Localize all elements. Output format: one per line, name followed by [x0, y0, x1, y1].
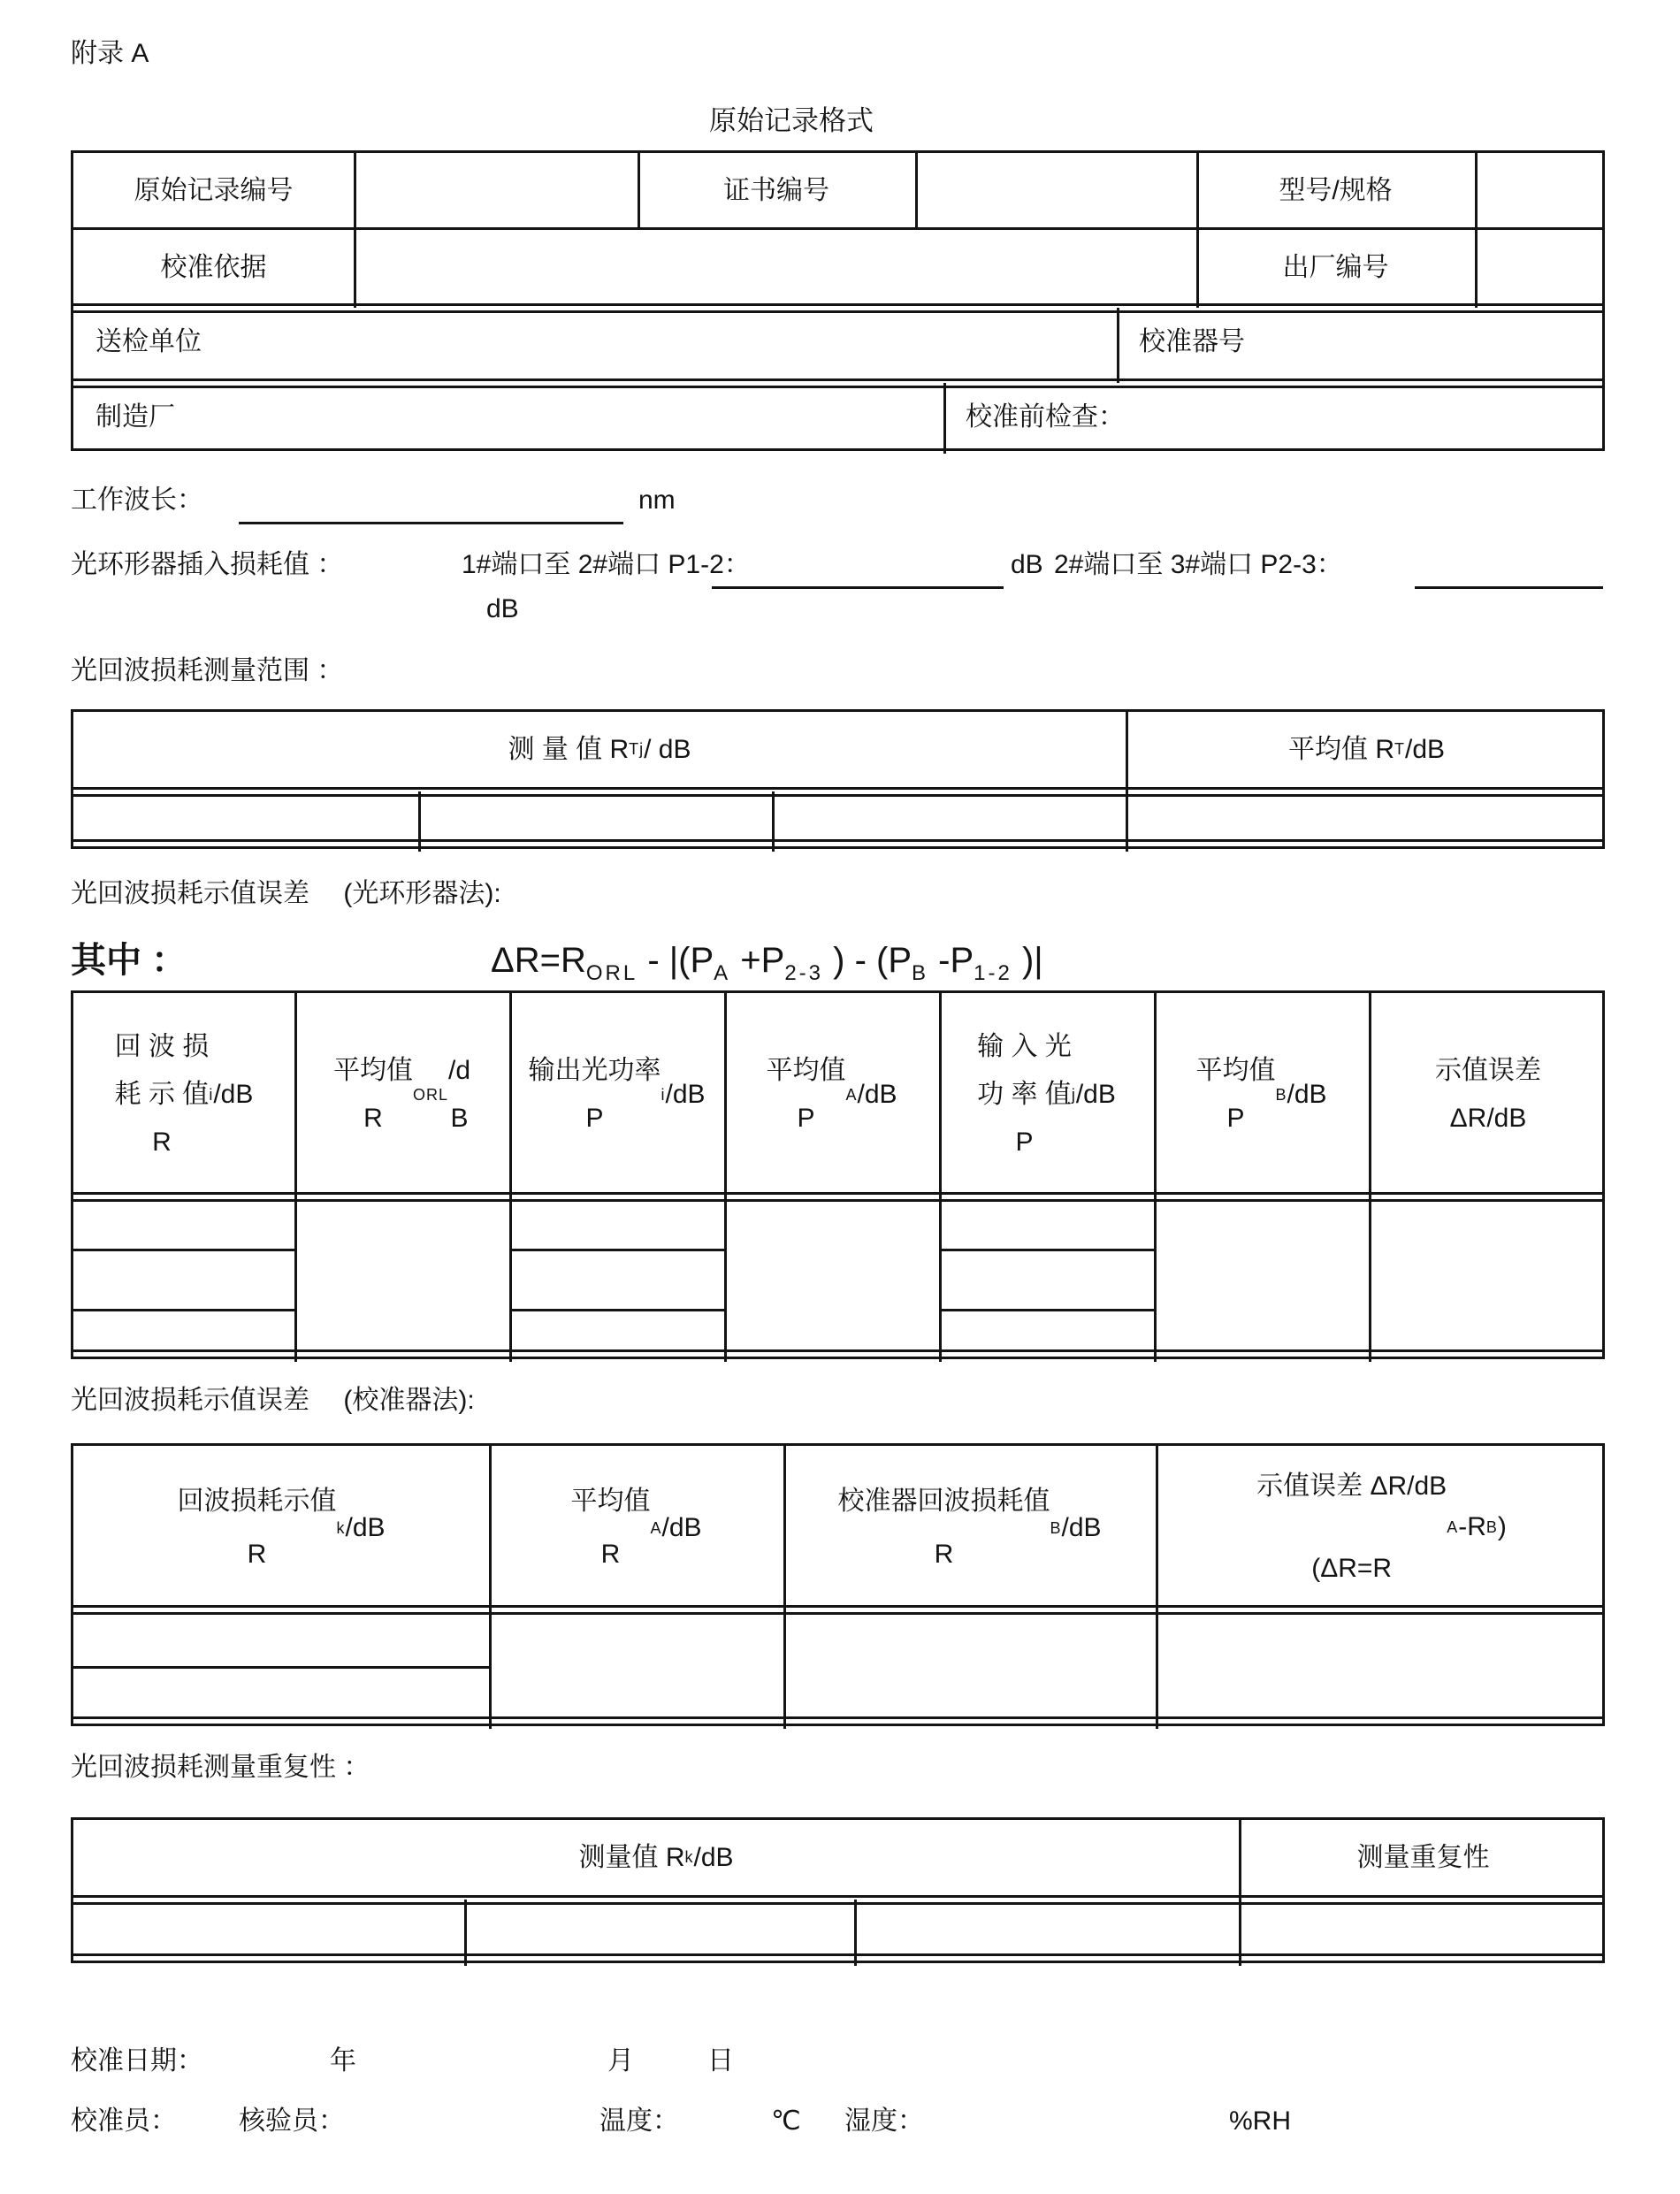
- range-avg-value-cell: [1126, 791, 1607, 852]
- record-no-value-cell: [354, 153, 638, 228]
- pj-value-cell: [939, 1309, 1154, 1362]
- among-label: 其中 ：: [71, 941, 187, 980]
- rorl-value-cell: [294, 1196, 509, 1362]
- date-day-label: 日: [707, 2046, 734, 2076]
- p12-unit: dB: [1011, 550, 1043, 579]
- pi-value-cell: [509, 1309, 724, 1362]
- date-label: 校准日期：: [71, 2046, 203, 2076]
- repeat-rep-value-cell: [1239, 1900, 1607, 1966]
- insertion-loss-label: 光环形器插入损耗值 ：: [71, 550, 344, 579]
- basis-value-cell: [354, 228, 1196, 308]
- factory-no-label: 出厂编号: [1282, 253, 1389, 282]
- range-value-cell: [772, 791, 1126, 852]
- ri-value-cell: [73, 1249, 294, 1309]
- dr-calib-header: 示值误差 ΔR/dB (ΔR=R A -R B ): [1256, 1471, 1507, 1583]
- pj-value-cell: [939, 1196, 1154, 1249]
- p23-label: 2#端口至 3#端口 P2-3：: [1054, 550, 1343, 579]
- temperature-unit: ℃: [771, 2106, 801, 2136]
- col-pb-header: 平均值 P B /dB: [1195, 1056, 1327, 1133]
- dr-value-cell: [1369, 1196, 1607, 1362]
- col-rorl-header: 平均值 R ORL /d B: [332, 1056, 471, 1133]
- range-value-cell: [73, 791, 418, 852]
- range-measure-header: 测 量 值 R Tj / dB: [508, 734, 691, 764]
- ri-value-cell: [73, 1309, 294, 1362]
- range-table: [71, 709, 1605, 849]
- repeatability-label: 光回波损耗测量重复性 ：: [71, 1753, 370, 1782]
- col-pj-header: 输 入 光 功 率 值 P j /dB: [977, 1032, 1116, 1157]
- humidity-unit: %RH: [1229, 2106, 1292, 2136]
- col-ri-header: 回 波 损 耗 示 值 R i /dB: [114, 1032, 254, 1157]
- circulator-method-table: [71, 990, 1605, 1359]
- model-value-cell: [1475, 153, 1607, 228]
- col-pa-header: 平均值 P A /dB: [766, 1056, 897, 1133]
- precheck-label: 校准前检查：: [966, 402, 1125, 432]
- cert-no-label: 证书编号: [723, 175, 829, 205]
- pi-value-cell: [509, 1249, 724, 1309]
- checker-signature-label: 核验员：: [239, 2106, 345, 2136]
- range-section-label: 光回波损耗测量范围 ：: [71, 656, 344, 685]
- repeat-value-cell: [73, 1900, 464, 1966]
- col-dr-header: 示值误差 ΔR/dB: [1435, 1056, 1541, 1133]
- p23-wrap-unit: dB: [486, 594, 519, 623]
- date-year-label: 年: [330, 2046, 356, 2076]
- rk-value-cell: [73, 1666, 489, 1729]
- calibrator-no-label: 校准器号: [1139, 327, 1245, 356]
- header-info-table: [71, 150, 1605, 451]
- manufacturer-label: 制造厂: [95, 402, 175, 432]
- pi-value-cell: [509, 1196, 724, 1249]
- humidity-label: 湿度：: [844, 2106, 924, 2136]
- repeatability-table: [71, 1817, 1605, 1963]
- repeat-value-cell: [464, 1900, 854, 1966]
- rb-header: 校准器回波损耗值 R B /dB: [837, 1486, 1102, 1569]
- cert-no-value-cell: [915, 153, 1196, 228]
- error-circulator-label: 光回波损耗示值误差 (光环形器法):: [71, 879, 501, 908]
- ra-value-cell: [489, 1609, 783, 1729]
- rb-value-cell: [783, 1609, 1156, 1729]
- calibrator-signature-label: 校准员：: [71, 2106, 177, 2136]
- p12-label: 1#端口至 2#端口 P1-2：: [462, 550, 751, 579]
- range-avg-header: 平均值 R T /dB: [1287, 734, 1446, 764]
- factory-no-value-cell: [1475, 228, 1607, 308]
- pa-value-cell: [724, 1196, 939, 1362]
- dr-calib-value-cell: [1156, 1609, 1607, 1729]
- calibrator-method-table: [71, 1443, 1605, 1726]
- temperature-label: 温度：: [599, 2106, 679, 2136]
- pj-value-cell: [939, 1249, 1154, 1309]
- date-month-label: 月: [607, 2046, 634, 2076]
- model-label: 型号/规格: [1279, 175, 1393, 205]
- p23-blank-line: [1415, 586, 1603, 589]
- appendix-label: 附录 A: [71, 39, 149, 68]
- error-calibrator-label: 光回波损耗示值误差 (校准器法):: [71, 1386, 475, 1415]
- wavelength-blank-line: [239, 522, 623, 524]
- wavelength-unit: nm: [638, 485, 676, 515]
- ra-header: 平均值 R A /dB: [570, 1486, 702, 1569]
- col-pi-header: 输出光功率 P i /dB: [528, 1056, 706, 1133]
- rk-value-cell: [73, 1609, 489, 1666]
- client-label: 送检单位: [95, 327, 202, 356]
- repeat-value-cell: [854, 1900, 1239, 1966]
- page-title: 原始记录格式: [709, 105, 874, 136]
- pb-value-cell: [1154, 1196, 1369, 1362]
- circulator-formula: $\Delta R=R_{ORL} - |(P_A +P_{2-3}$ ) - ($P_B$ $-P_{1-2}$ )|: [491, 941, 1043, 985]
- repeat-rep-header: 测量重复性: [1356, 1842, 1490, 1872]
- range-value-cell: [418, 791, 772, 852]
- p12-blank-line: [712, 586, 1004, 589]
- ri-value-cell: [73, 1196, 294, 1249]
- repeat-measure-header: 测量值 R k /dB: [578, 1842, 734, 1872]
- record-no-label: 原始记录编号: [134, 175, 294, 205]
- basis-label: 校准依据: [160, 253, 267, 282]
- wavelength-label: 工作波长：: [71, 485, 203, 515]
- rk-header: 回波损耗示值 R k /dB: [177, 1486, 386, 1569]
